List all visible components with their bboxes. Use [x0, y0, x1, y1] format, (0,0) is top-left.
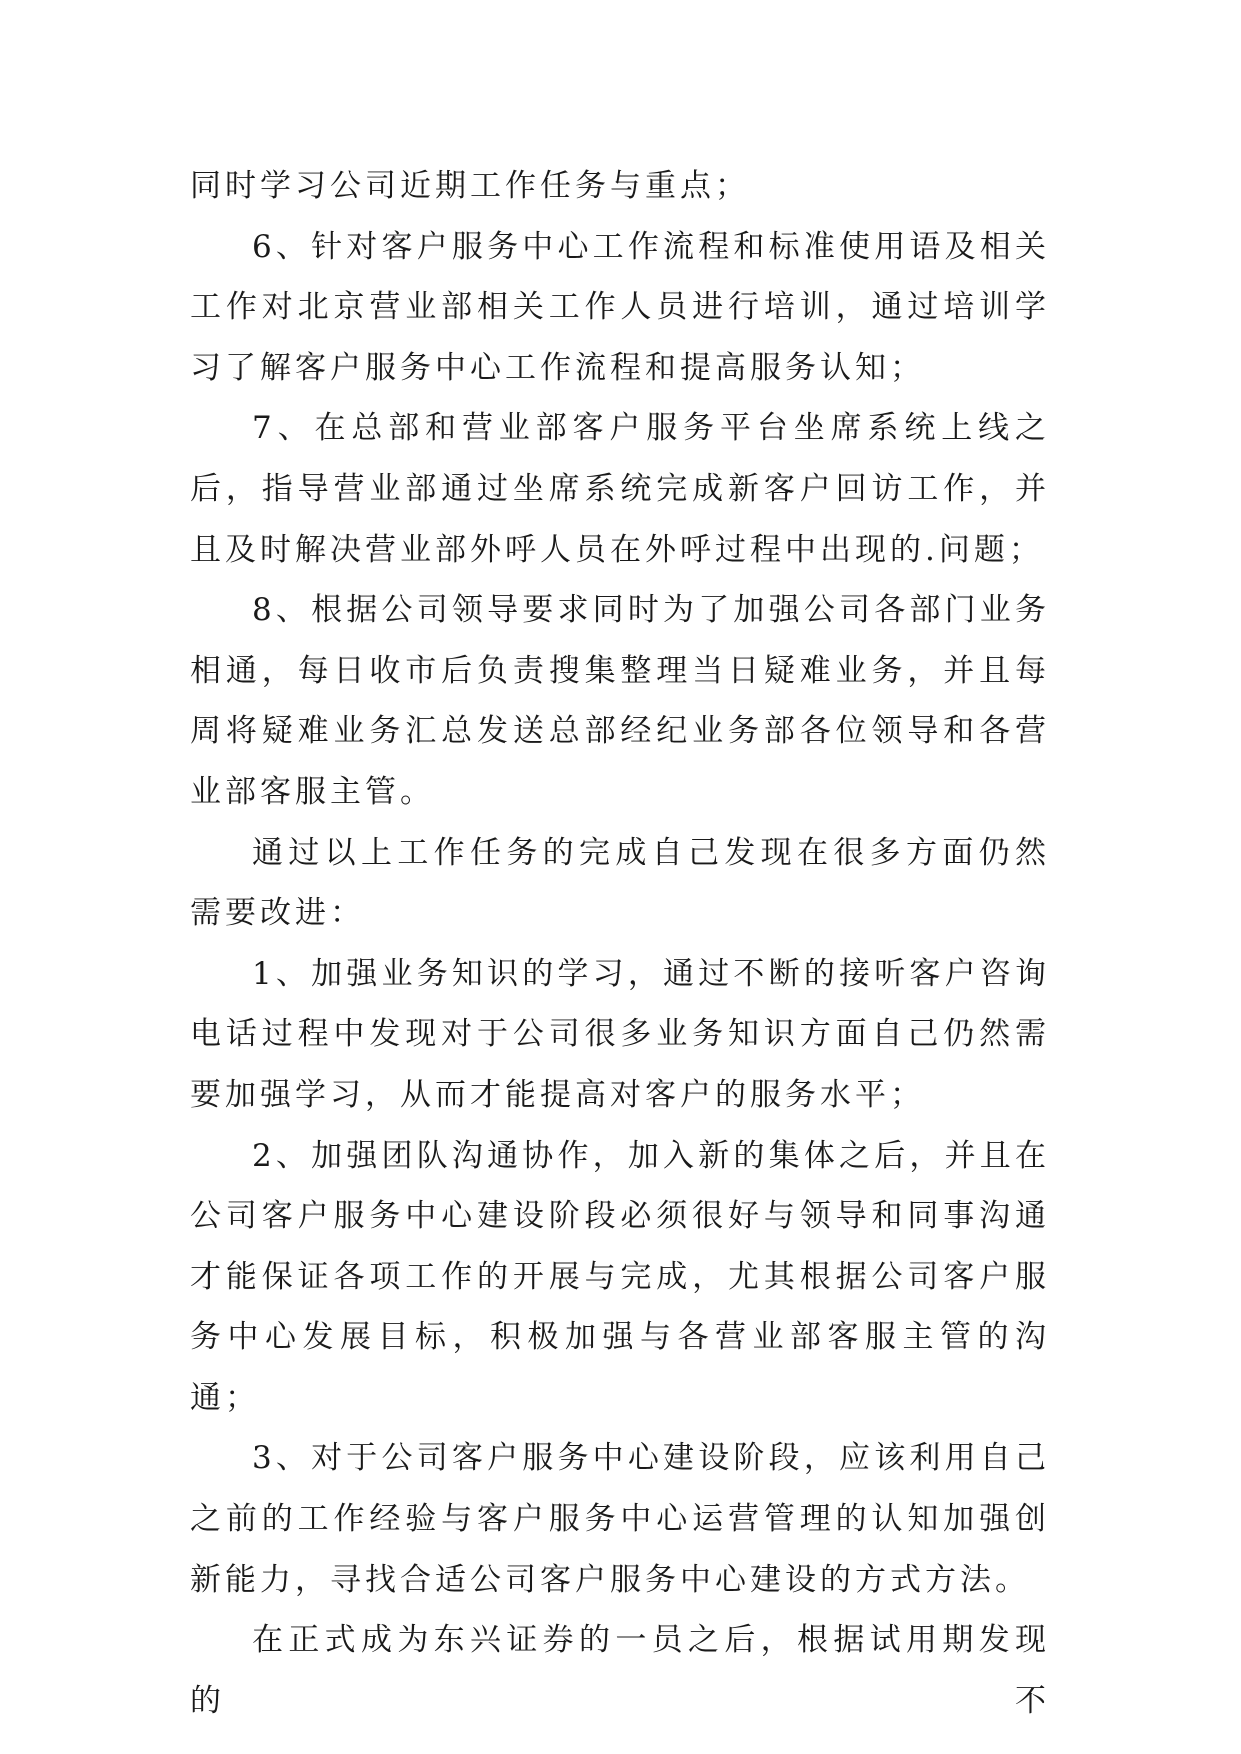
document-body	[190, 156, 1050, 1731]
paragraph-item-6: 6、针对客户服务中心工作流程和标准使用语及相关工作对北京营业部相关工作人员进行培训，通过培训学习了解客户服务中心工作流程和提高服务认知；	[190, 228, 1050, 386]
paragraph-improvement-intro: 通过以上工作任务的完成自己发现在很多方面仍然需要改进：	[190, 834, 1050, 932]
paragraph-improvement-2: 2、加强团队沟通协作，加入新的集体之后，并且在公司客户服务中心建设阶段必须很好与领导和同事沟通才能保证各项工作的开展与完成，尤其根据公司客户服务中心发展目标，积极加强与各营业部客服主管的沟通；	[190, 1137, 1050, 1416]
paragraph-continuation: 同时学习公司近期工作任务与重点；	[190, 168, 750, 204]
paragraph-item-8: 8、根据公司领导要求同时为了加强公司各部门业务相通，每日收市后负责搜集整理当日疑难业务，并且每周将疑难业务汇总发送总部经纪业务部各位领导和各营业部客服主管。	[190, 592, 1050, 810]
paragraph-item-7: 7、在总部和营业部客户服务平台坐席系统上线之后，指导营业部通过坐席系统完成新客户回访工作，并且及时解决营业部外呼人员在外呼过程中出现的.问题；	[190, 410, 1050, 568]
paragraph-improvement-1: 1、加强业务知识的学习，通过不断的接听客户咨询电话过程中发现对于公司很多业务知识方面自己仍然需要加强学习，从而才能提高对客户的服务水平；	[190, 955, 1050, 1113]
paragraph-conclusion-start: 在正式成为东兴证券的一员之后，根据试用期发现的不	[190, 1622, 1050, 1719]
paragraph-improvement-3: 3、对于公司客户服务中心建设阶段，应该利用自己之前的工作经验与客户服务中心运营管理的认知加强创新能力，寻找合适公司客户服务中心建设的方式方法。	[190, 1440, 1050, 1598]
